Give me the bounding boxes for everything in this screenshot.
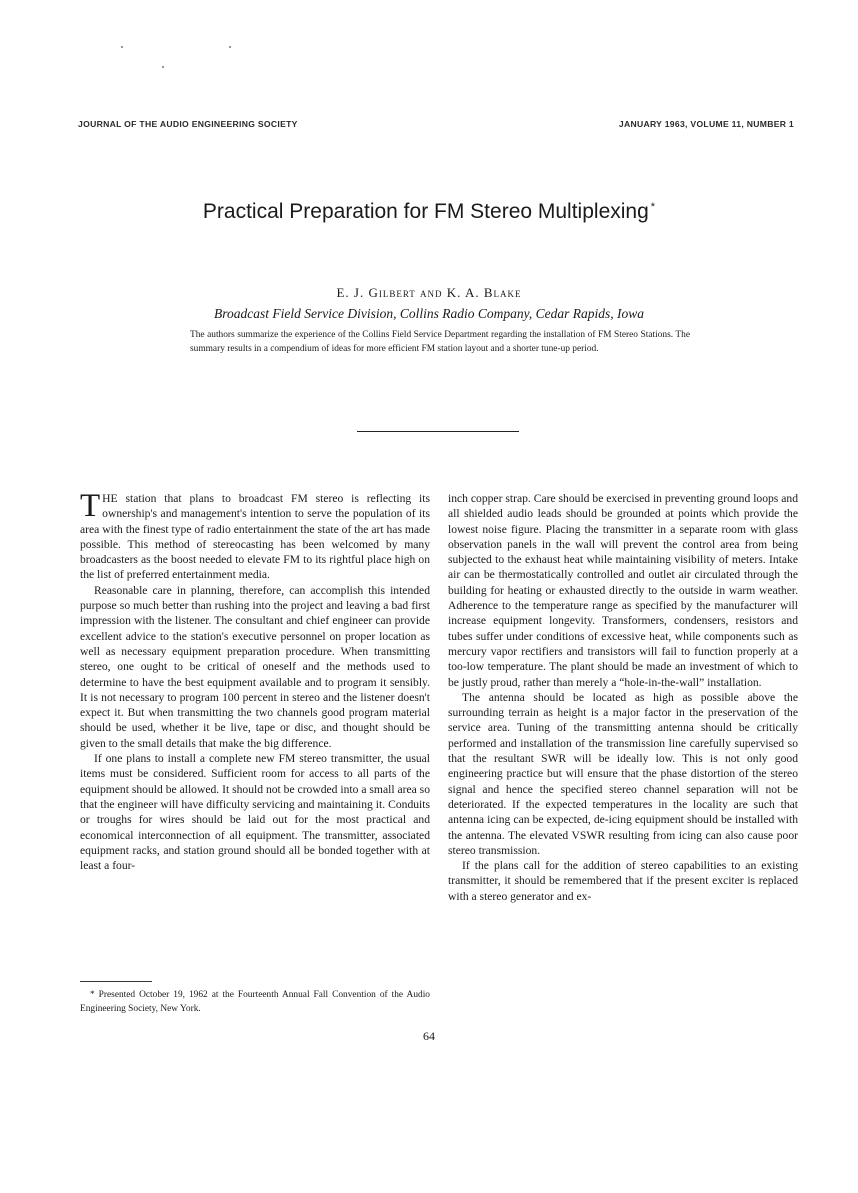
body-paragraph xyxy=(80,491,430,583)
authors: E. J. Gilbert and K. A. Blake xyxy=(336,285,522,300)
body-column-right xyxy=(448,491,798,1026)
body-paragraph: Reasonable care in planning, therefore, can accomplish this intended purpose so much better than rushing into the project and leaving a bad first impression with the listener. The consultant and chief engineer can provide excellent advice to the station's executive personnel on proper location as well as necessary equipment preparation procedure. When transmitting stereo, one ought to be critical of oneself and the methods used to determine to have the best equipment available and to program it sensibly. It is not necessary to program 100 percent in stereo and the listener doesn't expect it. But when transmitting the two channels good program material should be used, whether it be live, tape or disc, and thought should be given to the small details that make the big difference. xyxy=(80,583,430,750)
article-title xyxy=(0,200,858,224)
footnote-divider xyxy=(80,981,152,982)
body-paragraph: If the plans call for the addition of stereo capabilities to an existing transmitter, it should be remembered that if the present exciter is replaced with a stereo generator and ex- xyxy=(448,859,798,903)
title-footnote-mark: * xyxy=(650,201,656,213)
paragraph-text: HE station that plans to broadcast FM stereo is reflecting its ownership's and management's intention to serve the population of its area with the finest type of radio entertainment the state of the art has made possible. This method of stereocasting has been welcomed by many broadcasters as the boost needed to elevate FM to its rightful place high on the list of preferred entertainment media. xyxy=(80,492,430,582)
body-paragraph: If one plans to install a complete new FM stereo transmitter, the usual items must be considered. Sufficient room for access to all parts of the equipment should be allowed. It should not be crowded into a small area so that the engineer will have difficulty servicing and maintaining it. Conduits or troughs for wires should be laid out for the most practical and economical interconnection of all equipment. The transmitter, associated equipment racks, and station ground should all be bonded together with at least a four- xyxy=(80,752,430,873)
scan-speck xyxy=(121,46,123,48)
body-paragraph: inch copper strap. Care should be exercised in preventing ground loops and all shielded audio leads should be grounded at points which provide the lowest noise figure. Placing the transmitter in a separate room with glass observation panels in the wall will prevent the control area from being subjected to the exhaust heat while maintaining visibility of meters. Intake air can be thermostatically controlled and outlet air circulated through the building for heating or exhausted directly to the outside in warm weather. Adherence to the temperature range as specified by the manufacturer will increase equipment longevity. Transformers, condensers, resistors and tubes suffer under conditions of excessive heat, while components such as mercury vapor rectifiers and transistors will fail to function properly at a too-low temperature. The plant should be made an investment of which to be justly proud, rather than merely a “hole-in-the-wall” installation. xyxy=(448,492,798,689)
journal-name: JOURNAL OF THE AUDIO ENGINEERING SOCIETY xyxy=(78,119,298,129)
drop-cap: T xyxy=(80,491,101,524)
scan-speck xyxy=(162,66,164,68)
issue-info: JANUARY 1963, VOLUME 11, NUMBER 1 xyxy=(618,119,794,129)
body-paragraph: The antenna should be located as high as possible above the surrounding terrain as height is a major factor in the preservation of the service area. Tuning of the transmitting antenna should be critically performed and installation of the transmission line carefully supervised so that the resultant SWR will be ideally low. This is not only good engineering practice but will ensure that the phase distortion of the stereo signal and hence the specified stereo channel separation will not be deteriorated. If the expected temperatures in the locality are such that antenna icing can be expected, de-icing equipment should be installed with the antenna. The elevated VSWR resulting from icing can also cause poor stereo transmission. xyxy=(448,690,798,857)
page-number: 64 xyxy=(423,1029,435,1043)
abstract: The authors summarize the experience of the Collins Field Service Department regarding the installation of FM Stereo Stations. The summary results in a compendium of ideas for more efficient FM station layout and a shorter tune-up period. xyxy=(190,330,690,354)
body-column-left xyxy=(80,491,430,963)
footnote: * Presented October 19, 1962 at the Fourteenth Annual Fall Convention of the Audio Engineering Society, New York. xyxy=(80,990,430,1014)
scan-speck xyxy=(229,46,231,48)
section-divider xyxy=(357,431,519,432)
affiliation: Broadcast Field Service Division, Collins Radio Company, Cedar Rapids, Iowa xyxy=(214,306,644,321)
article-title-text: Practical Preparation for FM Stereo Multiplexing xyxy=(202,200,649,223)
